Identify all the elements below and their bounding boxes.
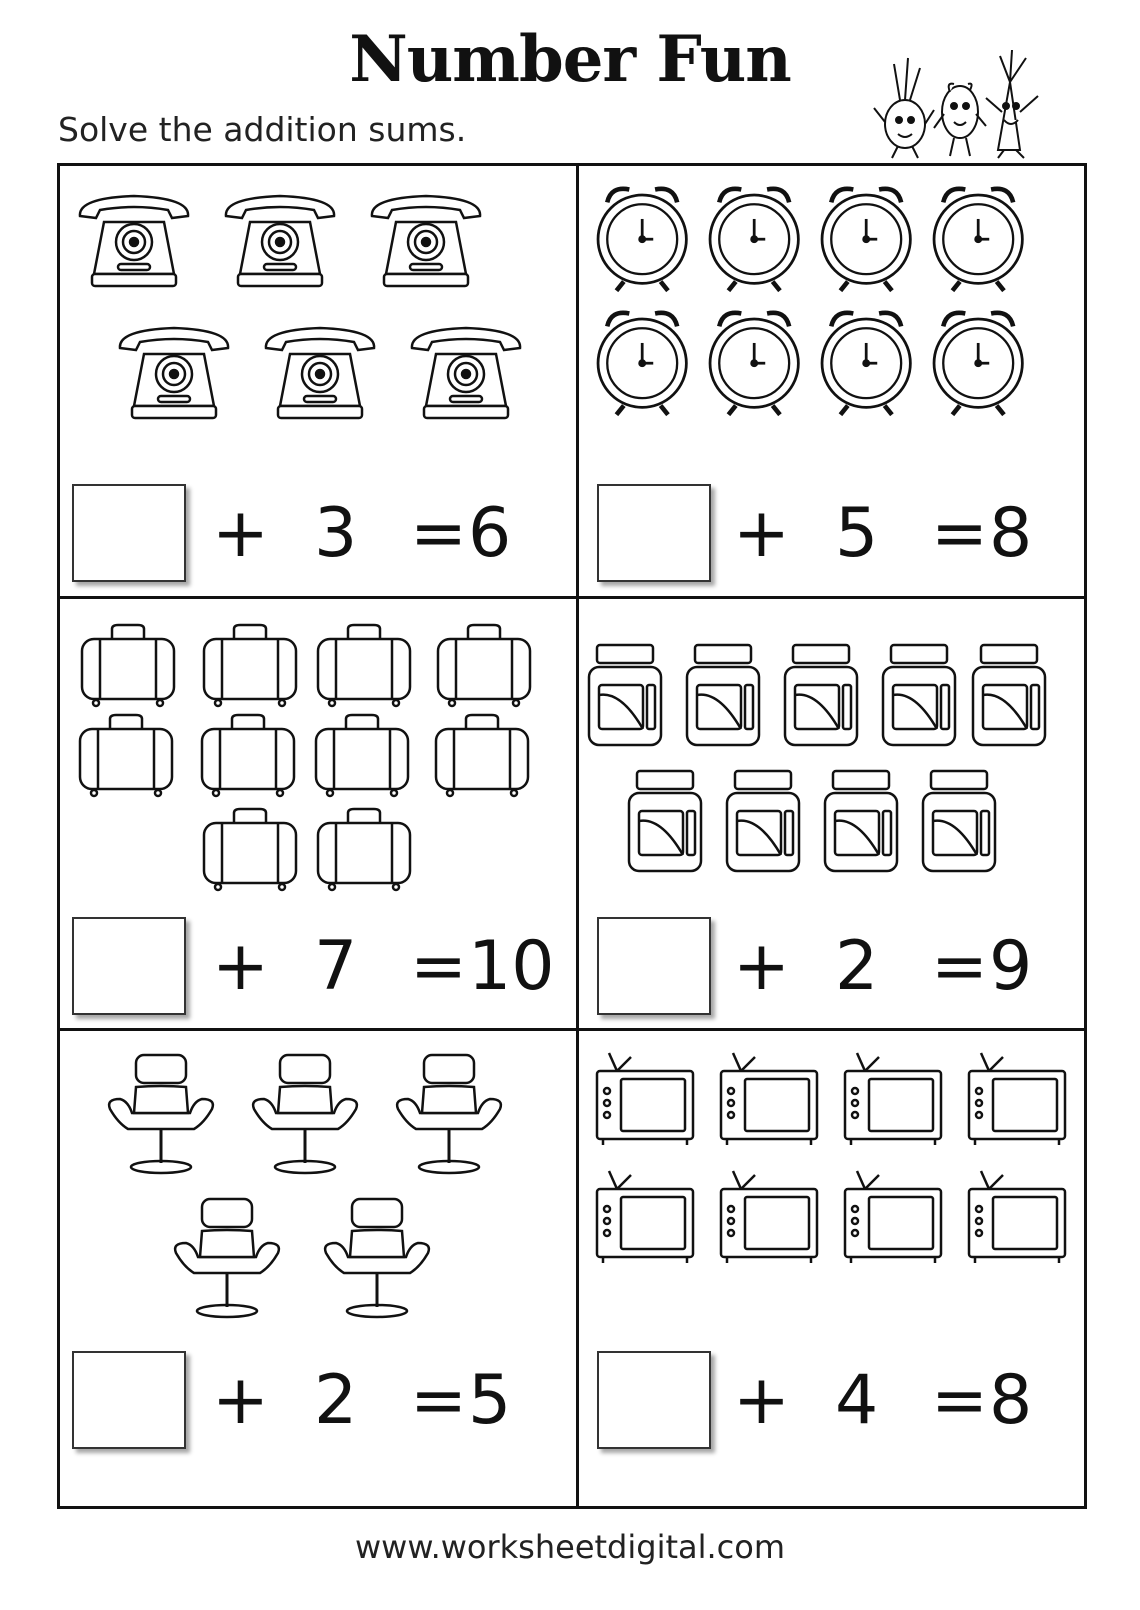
television-icon (845, 1053, 941, 1145)
answer-box[interactable] (597, 917, 711, 1015)
chair-icon (175, 1199, 279, 1317)
jar-icon (973, 645, 1045, 745)
equals-sign: = (931, 494, 988, 573)
alarm-clock-icon (822, 313, 910, 415)
television-icon (969, 1171, 1065, 1263)
problem-6 (579, 1031, 1084, 1506)
problem-5-pictures (60, 1031, 576, 1351)
total: 10 (468, 927, 555, 1006)
alarm-clock-icon (934, 313, 1022, 415)
suitcase-icon (80, 715, 172, 796)
telephone-icon (412, 328, 520, 418)
chair-icon (109, 1055, 213, 1173)
jar-icon (727, 771, 799, 871)
total: 6 (468, 494, 512, 573)
jar-icon (629, 771, 701, 871)
suitcase-icon (318, 809, 410, 890)
plus-sign: + (212, 494, 269, 573)
jar-icon (923, 771, 995, 871)
alarm-clock-icon (710, 189, 798, 291)
total: 5 (468, 1361, 512, 1440)
alarm-clock-icon (598, 189, 686, 291)
jar-icon (883, 645, 955, 745)
suitcase-icon (318, 625, 410, 706)
problem-1 (60, 166, 576, 596)
addend: 2 (835, 927, 879, 1006)
alarm-clock-icon (934, 189, 1022, 291)
jar-icon (785, 645, 857, 745)
equals-sign: = (410, 1361, 467, 1440)
instructions: Solve the addition sums. (58, 110, 467, 149)
problem-3-pictures (60, 599, 576, 899)
chair-icon (253, 1055, 357, 1173)
alarm-clock-icon (710, 313, 798, 415)
addend: 4 (835, 1361, 879, 1440)
suitcase-icon (204, 625, 296, 706)
problem-6-pictures (579, 1031, 1084, 1351)
total: 8 (989, 1361, 1033, 1440)
problem-1-pictures (60, 166, 576, 466)
television-icon (597, 1171, 693, 1263)
equals-sign: = (931, 1361, 988, 1440)
chair-icon (325, 1199, 429, 1317)
plus-sign: + (733, 1361, 790, 1440)
alarm-clock-icon (598, 313, 686, 415)
total: 8 (989, 494, 1033, 573)
suitcase-icon (438, 625, 530, 706)
suitcase-icon (202, 715, 294, 796)
vegetable-characters-icon (870, 42, 1050, 160)
plus-sign: + (212, 927, 269, 1006)
suitcase-icon (436, 715, 528, 796)
plus-sign: + (733, 927, 790, 1006)
total: 9 (989, 927, 1033, 1006)
telephone-icon (266, 328, 374, 418)
problem-5 (60, 1031, 576, 1506)
jar-icon (825, 771, 897, 871)
answer-box[interactable] (72, 484, 186, 582)
jar-icon (687, 645, 759, 745)
alarm-clock-icon (822, 189, 910, 291)
plus-sign: + (212, 1361, 269, 1440)
television-icon (597, 1053, 693, 1145)
equals-sign: = (410, 927, 467, 1006)
chair-icon (397, 1055, 501, 1173)
problem-4-pictures (579, 599, 1084, 899)
problem-2 (579, 166, 1084, 596)
website-footer[interactable]: www.worksheetdigital.com (354, 1528, 786, 1566)
plus-sign: + (733, 494, 790, 573)
addend: 2 (314, 1361, 358, 1440)
problem-2-pictures (579, 166, 1084, 466)
answer-box[interactable] (597, 484, 711, 582)
television-icon (845, 1171, 941, 1263)
equals-sign: = (410, 494, 467, 573)
problem-3 (60, 599, 576, 1028)
television-icon (721, 1053, 817, 1145)
page-title: Number Fun (349, 22, 791, 97)
television-icon (969, 1053, 1065, 1145)
telephone-icon (372, 196, 480, 286)
suitcase-icon (204, 809, 296, 890)
suitcase-icon (316, 715, 408, 796)
addend: 7 (314, 927, 358, 1006)
addend: 5 (835, 494, 879, 573)
problem-grid (57, 163, 1087, 1509)
television-icon (721, 1171, 817, 1263)
telephone-icon (80, 196, 188, 286)
answer-box[interactable] (597, 1351, 711, 1449)
answer-box[interactable] (72, 917, 186, 1015)
equals-sign: = (931, 927, 988, 1006)
telephone-icon (226, 196, 334, 286)
problem-4 (579, 599, 1084, 1028)
jar-icon (589, 645, 661, 745)
suitcase-icon (82, 625, 174, 706)
answer-box[interactable] (72, 1351, 186, 1449)
telephone-icon (120, 328, 228, 418)
addend: 3 (314, 494, 358, 573)
